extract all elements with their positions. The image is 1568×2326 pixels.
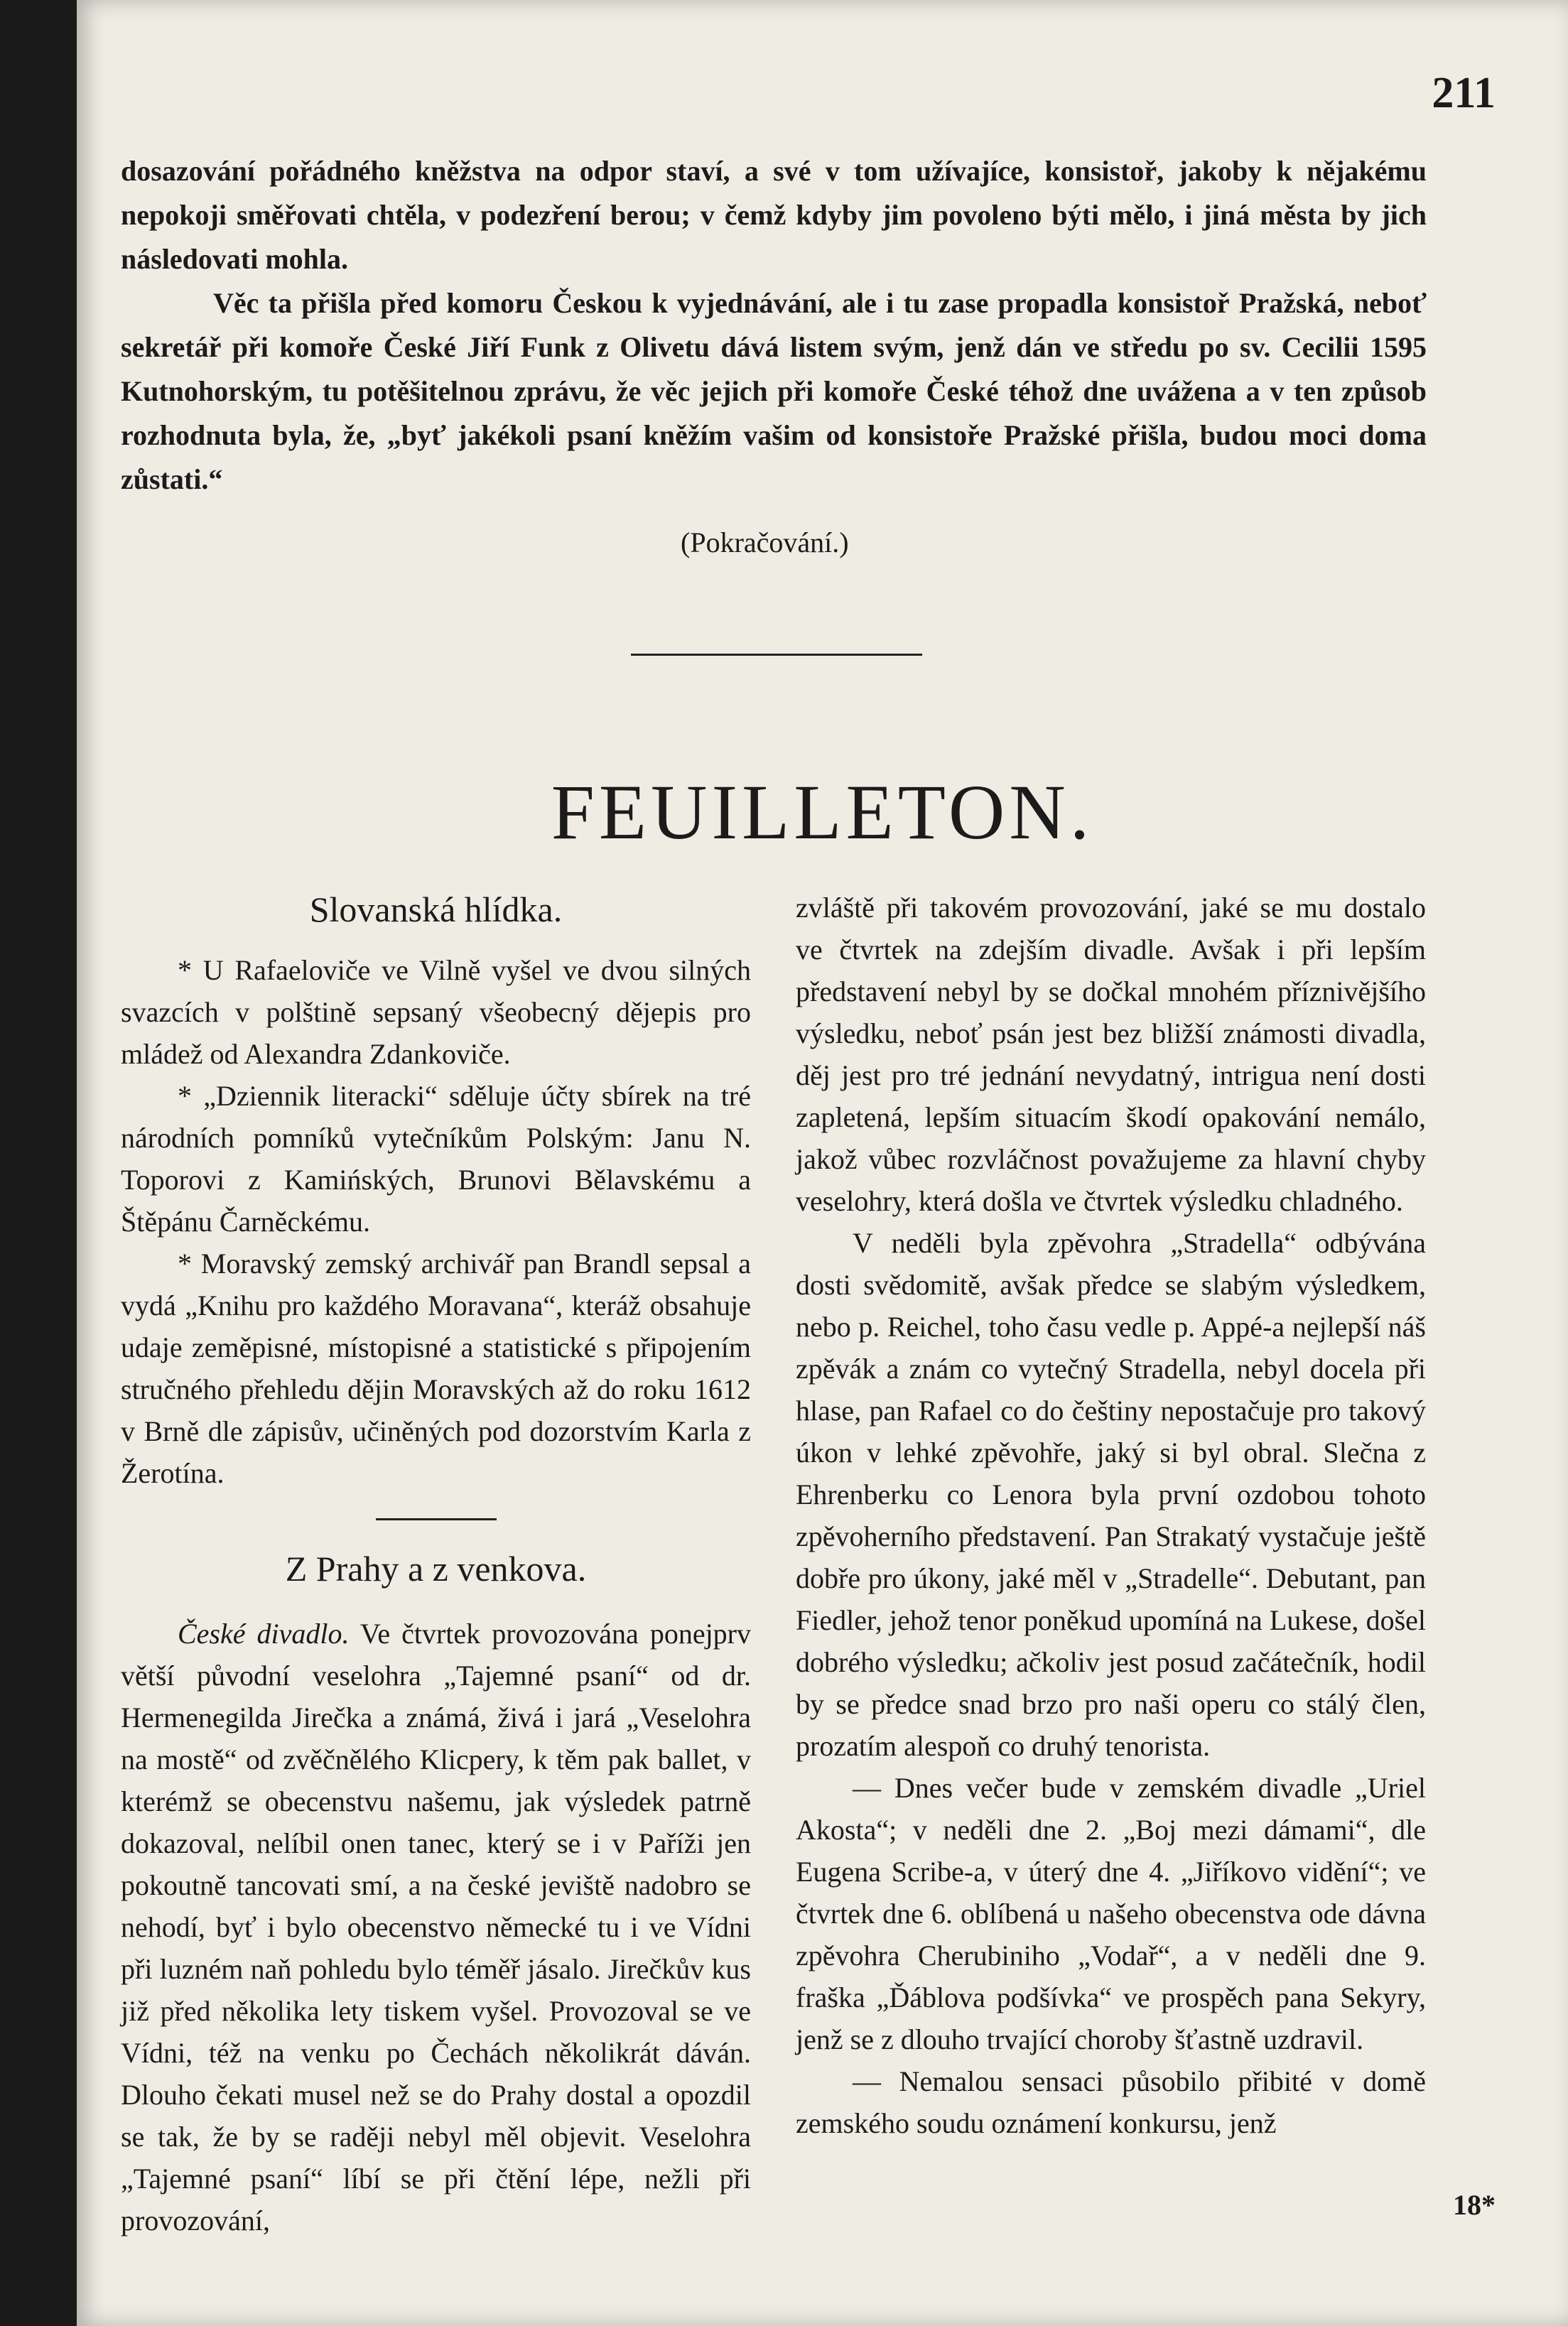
page-number: 211 — [1432, 69, 1496, 117]
paragraph: — Nemalou sensaci působilo přibité v domě zemského soudu oznámení konkursu, jenž — [796, 2065, 1426, 2139]
divider — [631, 654, 922, 656]
newspaper-page — [77, 0, 1568, 2326]
feuilleton-heading: FEUILLETON. — [551, 769, 1094, 855]
paragraph: zvláště při takovém provozování, jaké se mu dostalo ve čtvrtek na zdejším divadle. Avšak i při lepším představení nebyl by se dočkal mnohém příznivějšího výsledku, neboť psán jest bez bližší známosti divadla, děj jest pro tré jednání nevydatný, intrigua není dosti zapletená, lepším situacím škodí opakování nemálo, jakož vůbec rozvláčnost považujeme za hlavní chyby veselohry, která došla ve čtvrtek výsledku chladného. — [796, 892, 1426, 1217]
paragraph: — Dnes večer bude v zemském divadle „Uriel Akosta“; v neděli dne 2. „Boj mezi dámami“, dle Eugena Scribe-a, v úterý dne 4. „Jiříkovo vidění“; ve čtvrtek dne 6. oblíbená u našeho obecenstva ode dávna zpěvohra Cherubiniho „Vodař“, a v neděli dne 9. fraška „Ďáblova podšívka“ ve prospěch pana Sekyry, jenž se z dlouho trvající choroby šťastně uzdravil. — [796, 1772, 1426, 2055]
continued-note: (Pokračování.) — [681, 526, 849, 558]
paragraph: dosazování pořádného kněžstva na odpor staví, a své v tom užívajíce, konsistoř, jakoby k nějakému nepokoji směřovati chtěla, v podezření berou; v čemž kdyby jim povoleno býti mělo, i jiná města by jich následovati mohla. — [121, 155, 1427, 275]
section-title-z-prahy: Z Prahy a z venkova. — [285, 1549, 587, 1589]
news-item: * Moravský zemský archivář pan Brandl sepsal a vydá „Knihu pro každého Moravana“, kteráž obsahuje udaje zeměpisné, místopisné a statistické s připojením stručného přehledu dějin Moravských až do roku 1612 v Brně dle zápisův, učiněných pod dozorstvím Karla z Žerotína. — [121, 1248, 751, 1489]
signature-mark: 18* — [1453, 2189, 1496, 2221]
article-continuation — [121, 149, 1427, 502]
left-column — [121, 887, 751, 2241]
paragraph: V neděli byla zpěvohra „Stradella“ odbývána dosti svědomitě, avšak předce se slabým výsledkem, nebo p. Reichel, toho času vedle p. Appé-a nejlepší náš zpěvák a znám co vytečný Stradella, nebyl docela při hlase, pan Rafael co do češtiny nepostačuje pro takový úkon v lehké zpěvohře, jaký si byl obral. Slečna z Ehrenberku co Lenora byla první ozdobou tohoto zpěvoherního představení. Pan Strakatý vystačuje ještě dobře pro úkony, jaké měl v „Stradelle“. Debutant, pan Fiedler, jehož tenor poněkud upomíná na Lukese, došel dobrého výsledku; ačkoliv jest posud začátečník, hodil by se předce snad brzo pro naši operu co stálý člen, prozatím alespoň co druhý tenorista. — [796, 1227, 1426, 1762]
right-column — [796, 887, 1426, 2144]
news-item: * U Rafaeloviče ve Vilně vyšel ve dvou silných svazcích v polštině sepsaný všeobecný dějepis pro mládež od Alexandra Zdankoviče. — [121, 954, 751, 1070]
section-title-slovanska-hlidka: Slovanská hlídka. — [309, 889, 563, 929]
divider — [376, 1518, 497, 1520]
news-item — [121, 1613, 751, 2241]
news-item: * „Dziennik literacki“ sděluje účty sbírek na tré národních pomníků vytečníkům Polským: Janu N. Toporovi z Kamińských, Brunovi Bělavskému a Štěpánu Čarněckému. — [121, 1080, 751, 1238]
lead-label: České divadlo. — [178, 1618, 350, 1650]
news-text: Ve čtvrtek provozována ponejprv větší původní veselohra „Tajemné psaní“ od dr. Hermenegilda Jirečka a známá, živá i jará „Veselohra na mostě“ od zvěčnělého Klicpery, k těm pak ballet, v kterémž se obecenstvu našemu, jak výsledek patrně dokazoval, nelíbil onen tanec, který se i v Paříži jen pokoutně tancovati smí, a na české jeviště nadobro se nehodí, byť i bylo obecenstvo německé tu i ve Vídni při luzném naň pohledu bylo téměř jásalo. Jirečkův kus již před několika lety tiskem vyšel. Provozoval se ve Vídni, též na venku po Čechách několikrát dáván. Dlouho čekati musel než se do Prahy dostal a opozdil se tak, že by se raději nebyl měl objevit. Veselohra „Tajemné psaní“ líbí se při čtění lépe, nežli při provozování, — [121, 1618, 752, 2236]
paragraph: Věc ta přišla před komoru Českou k vyjednávání, ale i tu zase propadla konsistoř Pražská, neboť sekretář při komoře České Jiří Funk z Olivetu dává listem svým, jenž dán ve středu po sv. Cecilii 1595 Kutnohorským, tu potěšitelnou zprávu, že věc jejich při komoře České téhož dne uvážena a v ten způsob rozhodnuta byla, že, „byť jakékoli psaní kněžím vašim od konsistoře Pražské přišla, budou moci doma zůstati.“ — [121, 287, 1427, 495]
